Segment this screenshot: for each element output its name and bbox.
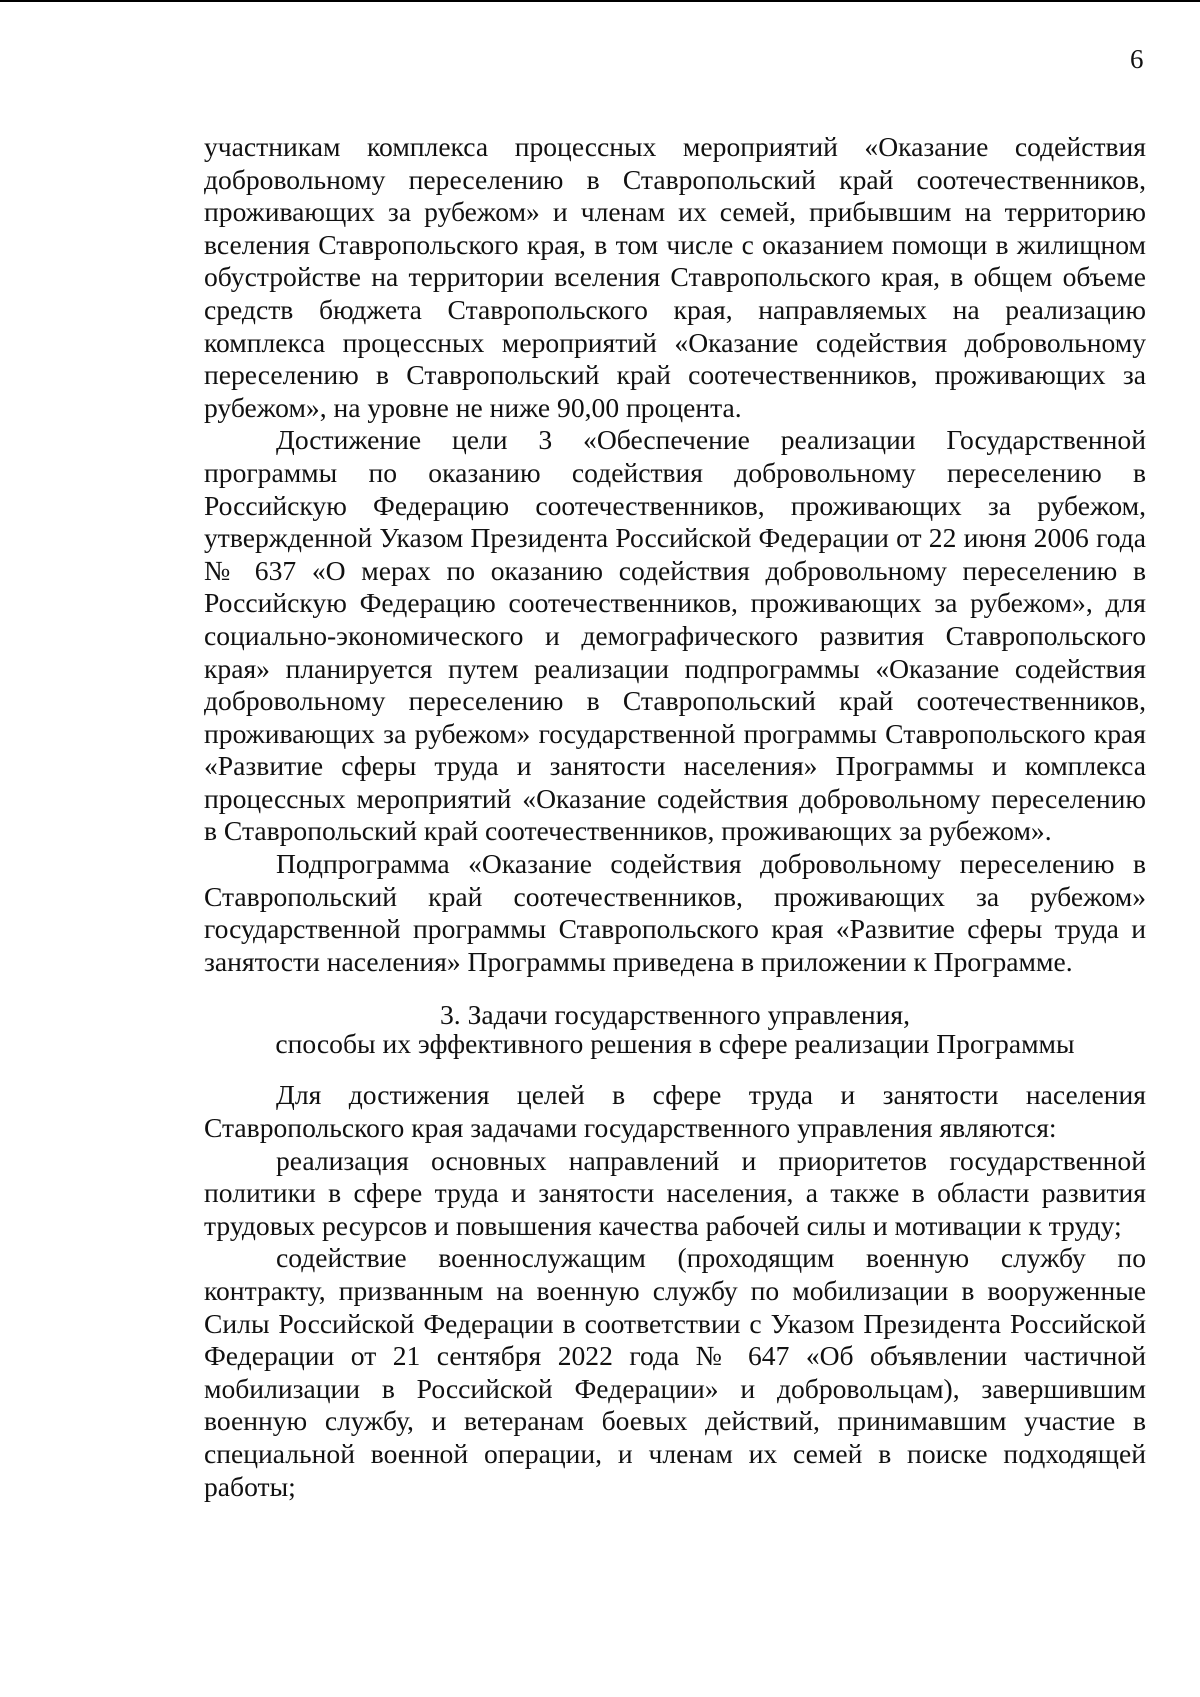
paragraph-continuation: участникам комплекса процессных мероприятий «Оказание содействия добровольному переселению в Ставропольский край соотечественников, проживающих за рубежом» и членам их семей, прибывшим на территорию вселения Ставропольского края, в том числе с оказанием помощи в жилищном обустройстве на территории вселения Ставропольского края, в общем объеме средств бюджета Ставропольского края, направляемых на реализацию комплекса процессных мероприятий «Оказание содействия добровольному переселению в Ставропольский край соотечественников, проживающих за рубежом», на уровне не ниже 90,00 процента. — [204, 131, 1146, 423]
section-heading-line-2: способы их эффективного решения в сфере реализации Программы — [275, 1028, 1075, 1060]
page-number: 6 — [1130, 44, 1144, 74]
paragraph-task-military: содействие военнослужащим (проходящим военную службу по контракту, призванным на военную службу по мобилизации в вооруженные Силы Российской Федерации в соответствии с Указом Президента Российской Федерации от 21 сентября 2022 года № 647 «Об объявлении частичной мобилизации в Российской Федерации» и добровольцам), завершившим военную службу, и ветеранам боевых действий, принимавшим участие в специальной военной операции, и членам их семей в поиске подходящей работы; — [204, 1242, 1146, 1502]
paragraph-tasks-intro: Для достижения целей в сфере труда и занятости населения Ставропольского края задачами государственного управления являются: — [204, 1079, 1146, 1144]
paragraph-task-policy: реализация основных направлений и приоритетов государственной политики в сфере труда и занятости населения, а также в области развития трудовых ресурсов и повышения качества рабочей силы и мотивации к труду; — [204, 1144, 1146, 1241]
section-heading-line-1: 3. Задачи государственного управления, — [439, 999, 911, 1031]
paragraph-subprogram: Подпрограмма «Оказание содействия добровольному переселению в Ставропольский край соотечественников, проживающих за рубежом» государственной программы Ставропольского края «Развитие сферы труда и занятости населения» Программы приведена в приложении к Программе. — [204, 848, 1146, 977]
section-heading — [204, 1000, 1146, 1058]
paragraph-goal-3: Достижение цели 3 «Обеспечение реализации Государственной программы по оказанию содействия добровольному переселению в Российскую Федерацию соотечественников, проживающих за рубежом, утвержденной Указом Президента Российской Федерации от 22 июня 2006 года № 637 «О мерах по оказанию содействия добровольному переселению в Российскую Федерацию соотечественников, проживающих за рубежом», для социально-экономического и демографического развития Ставропольского края» планируется путем реализации подпрограммы «Оказание содействия добровольному переселению в Ставропольский край соотечественников, проживающих за рубежом» государственной программы Ставропольского края «Развитие сферы труда и занятости населения» Программы и комплекса процессных мероприятий «Оказание содействия добровольному переселению в Ставропольский край соотечественников, проживающих за рубежом». — [204, 424, 1146, 847]
document-body — [204, 131, 1146, 1503]
top-border-line — [0, 0, 1200, 2]
